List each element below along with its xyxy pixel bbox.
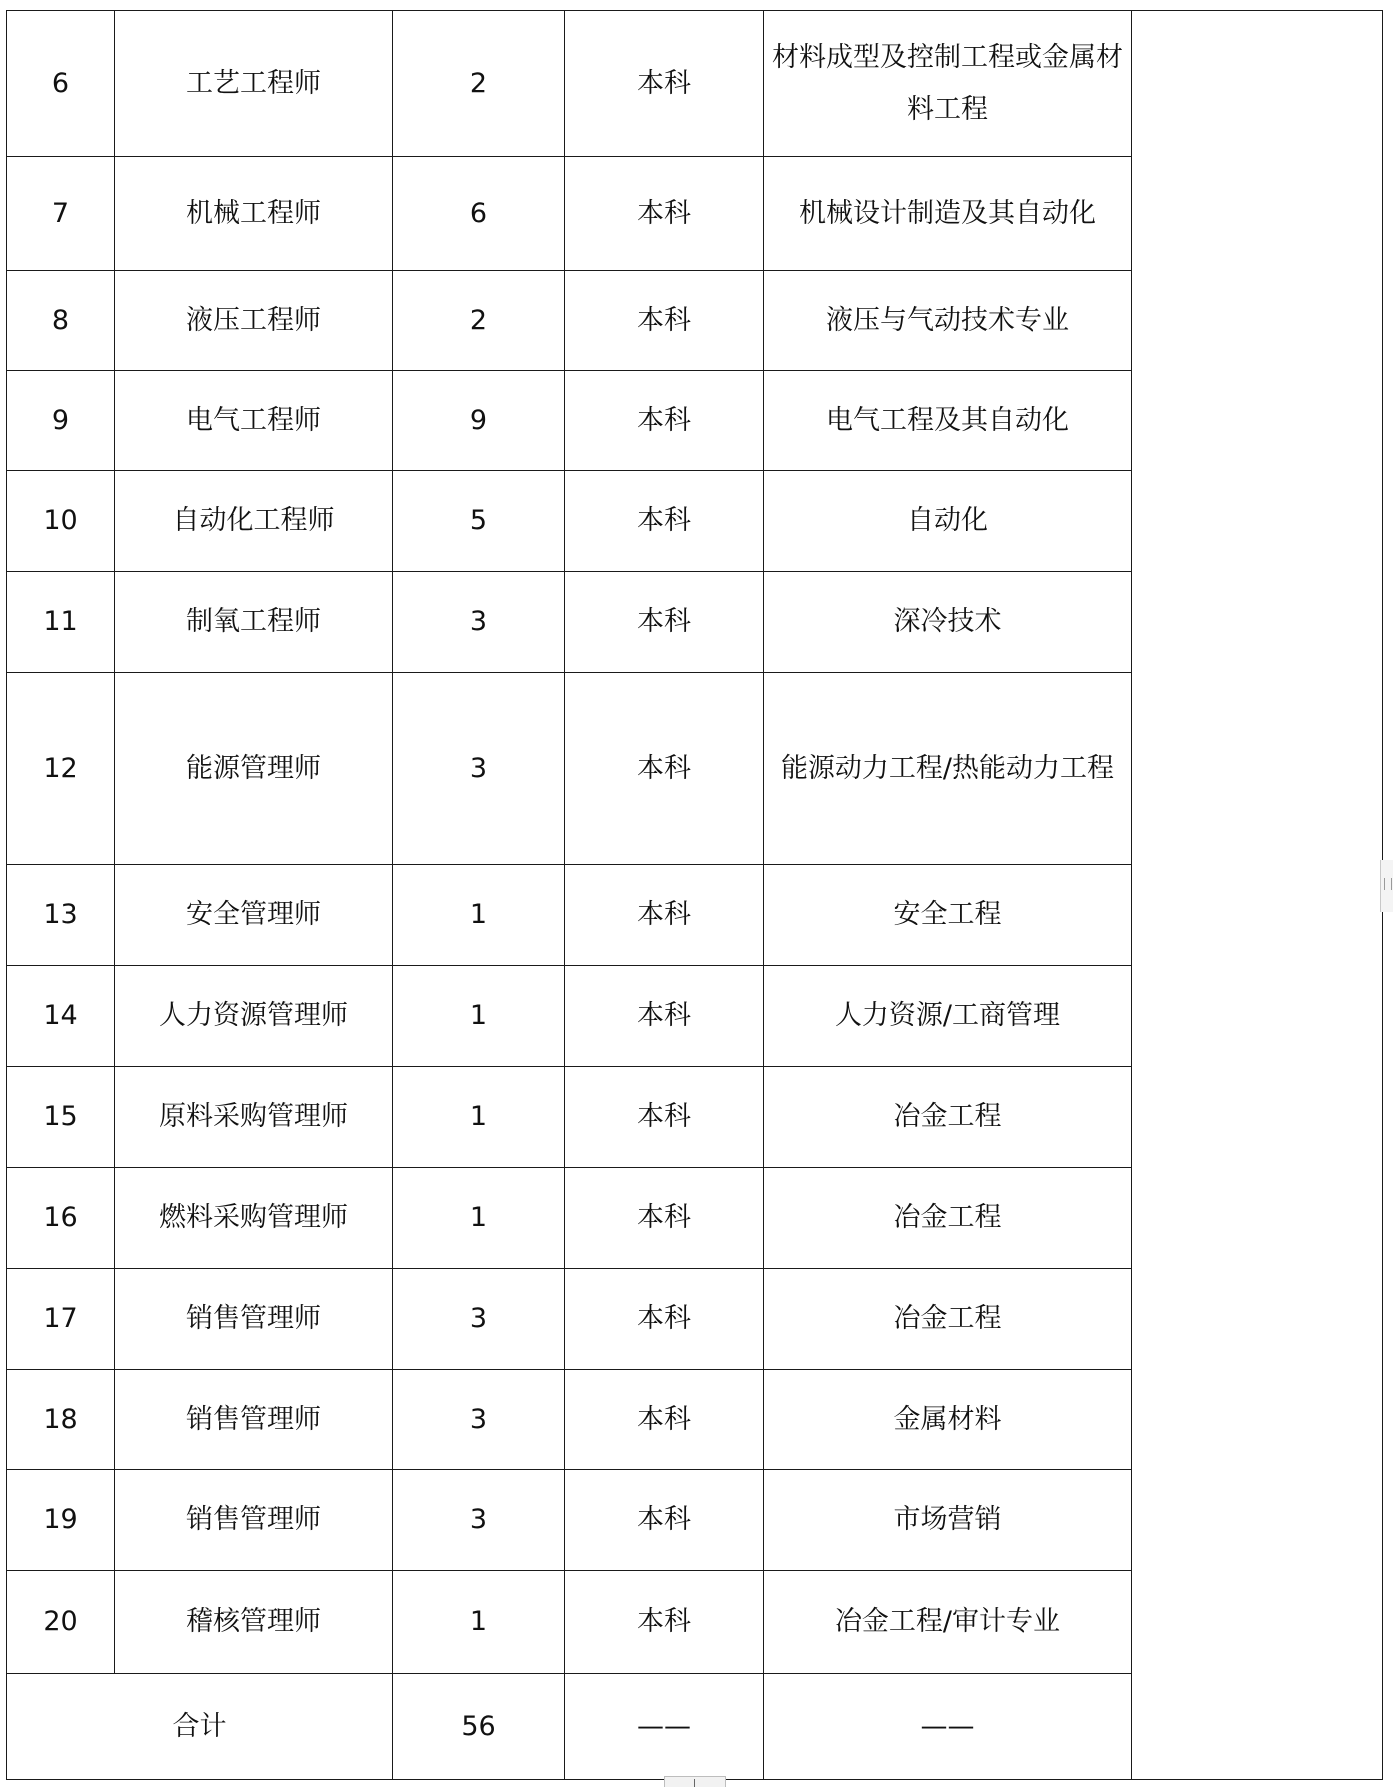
cell-no: 16 xyxy=(7,1168,115,1269)
cell-position: 燃料采购管理师 xyxy=(115,1168,393,1269)
cell-major: 人力资源/工商管理 xyxy=(764,966,1132,1067)
cell-no: 15 xyxy=(7,1067,115,1168)
cell-count: 1 xyxy=(393,1571,565,1674)
cell-count: 3 xyxy=(393,1470,565,1571)
cell-education: 本科 xyxy=(565,1370,764,1470)
cell-position: 机械工程师 xyxy=(115,157,393,271)
cell-major: 能源动力工程/热能动力工程 xyxy=(764,673,1132,865)
cell-major: 深冷技术 xyxy=(764,572,1132,673)
cell-no: 18 xyxy=(7,1370,115,1470)
cell-education: 本科 xyxy=(565,371,764,471)
cell-count: 1 xyxy=(393,865,565,966)
cell-count: 3 xyxy=(393,673,565,865)
cell-count: 5 xyxy=(393,471,565,572)
cell-education: 本科 xyxy=(565,1269,764,1370)
cell-count: 2 xyxy=(393,11,565,157)
total-count: 56 xyxy=(393,1674,565,1780)
total-label: 合计 xyxy=(7,1674,393,1780)
cell-position: 自动化工程师 xyxy=(115,471,393,572)
cell-no: 10 xyxy=(7,471,115,572)
cell-education: 本科 xyxy=(565,966,764,1067)
cell-major: 安全工程 xyxy=(764,865,1132,966)
cell-education: 本科 xyxy=(565,11,764,157)
cell-position: 电气工程师 xyxy=(115,371,393,471)
cell-education: 本科 xyxy=(565,157,764,271)
cell-major: 自动化 xyxy=(764,471,1132,572)
cell-no: 12 xyxy=(7,673,115,865)
cell-major: 机械设计制造及其自动化 xyxy=(764,157,1132,271)
cell-no: 8 xyxy=(7,271,115,371)
cell-position: 工艺工程师 xyxy=(115,11,393,157)
cell-position: 安全管理师 xyxy=(115,865,393,966)
cell-no: 13 xyxy=(7,865,115,966)
cell-count: 2 xyxy=(393,271,565,371)
cell-no: 7 xyxy=(7,157,115,271)
cell-count: 6 xyxy=(393,157,565,271)
cell-no: 6 xyxy=(7,11,115,157)
cell-education: 本科 xyxy=(565,471,764,572)
cell-count: 9 xyxy=(393,371,565,471)
cell-no: 19 xyxy=(7,1470,115,1571)
cell-major: 冶金工程/审计专业 xyxy=(764,1571,1132,1674)
cell-education: 本科 xyxy=(565,271,764,371)
cell-major: 冶金工程 xyxy=(764,1269,1132,1370)
cell-position: 销售管理师 xyxy=(115,1269,393,1370)
cell-major: 电气工程及其自动化 xyxy=(764,371,1132,471)
scroll-marker-icon xyxy=(1384,878,1392,890)
cell-position: 能源管理师 xyxy=(115,673,393,865)
cell-education: 本科 xyxy=(565,1571,764,1674)
cell-major: 金属材料 xyxy=(764,1370,1132,1470)
cell-education: 本科 xyxy=(565,1067,764,1168)
cell-education: 本科 xyxy=(565,865,764,966)
cell-position: 销售管理师 xyxy=(115,1470,393,1571)
table-body xyxy=(7,11,1383,1780)
cell-position: 人力资源管理师 xyxy=(115,966,393,1067)
cell-education: 本科 xyxy=(565,673,764,865)
recruitment-table xyxy=(6,10,1383,1780)
cell-no: 11 xyxy=(7,572,115,673)
cell-no: 14 xyxy=(7,966,115,1067)
cell-major: 冶金工程 xyxy=(764,1067,1132,1168)
cell-education: 本科 xyxy=(565,572,764,673)
cell-count: 3 xyxy=(393,1269,565,1370)
cell-count: 1 xyxy=(393,1067,565,1168)
cell-no: 17 xyxy=(7,1269,115,1370)
cell-position: 原料采购管理师 xyxy=(115,1067,393,1168)
cell-position: 制氧工程师 xyxy=(115,572,393,673)
table-row xyxy=(7,11,1383,157)
cell-major: 材料成型及控制工程或金属材料工程 xyxy=(764,11,1132,157)
cell-remarks xyxy=(1132,11,1383,1780)
cell-position: 稽核管理师 xyxy=(115,1571,393,1674)
cell-education: 本科 xyxy=(565,1168,764,1269)
cell-position: 销售管理师 xyxy=(115,1370,393,1470)
cell-major: 市场营销 xyxy=(764,1470,1132,1571)
total-education: —— xyxy=(565,1674,764,1780)
cell-count: 1 xyxy=(393,966,565,1067)
page-split-handle[interactable] xyxy=(664,1776,726,1787)
total-major: —— xyxy=(764,1674,1132,1780)
cell-count: 3 xyxy=(393,1370,565,1470)
cell-position: 液压工程师 xyxy=(115,271,393,371)
cell-no: 9 xyxy=(7,371,115,471)
cell-count: 3 xyxy=(393,572,565,673)
cell-no: 20 xyxy=(7,1571,115,1674)
scroll-marker[interactable] xyxy=(1380,860,1393,912)
cell-education: 本科 xyxy=(565,1470,764,1571)
cell-count: 1 xyxy=(393,1168,565,1269)
cell-major: 冶金工程 xyxy=(764,1168,1132,1269)
cell-major: 液压与气动技术专业 xyxy=(764,271,1132,371)
